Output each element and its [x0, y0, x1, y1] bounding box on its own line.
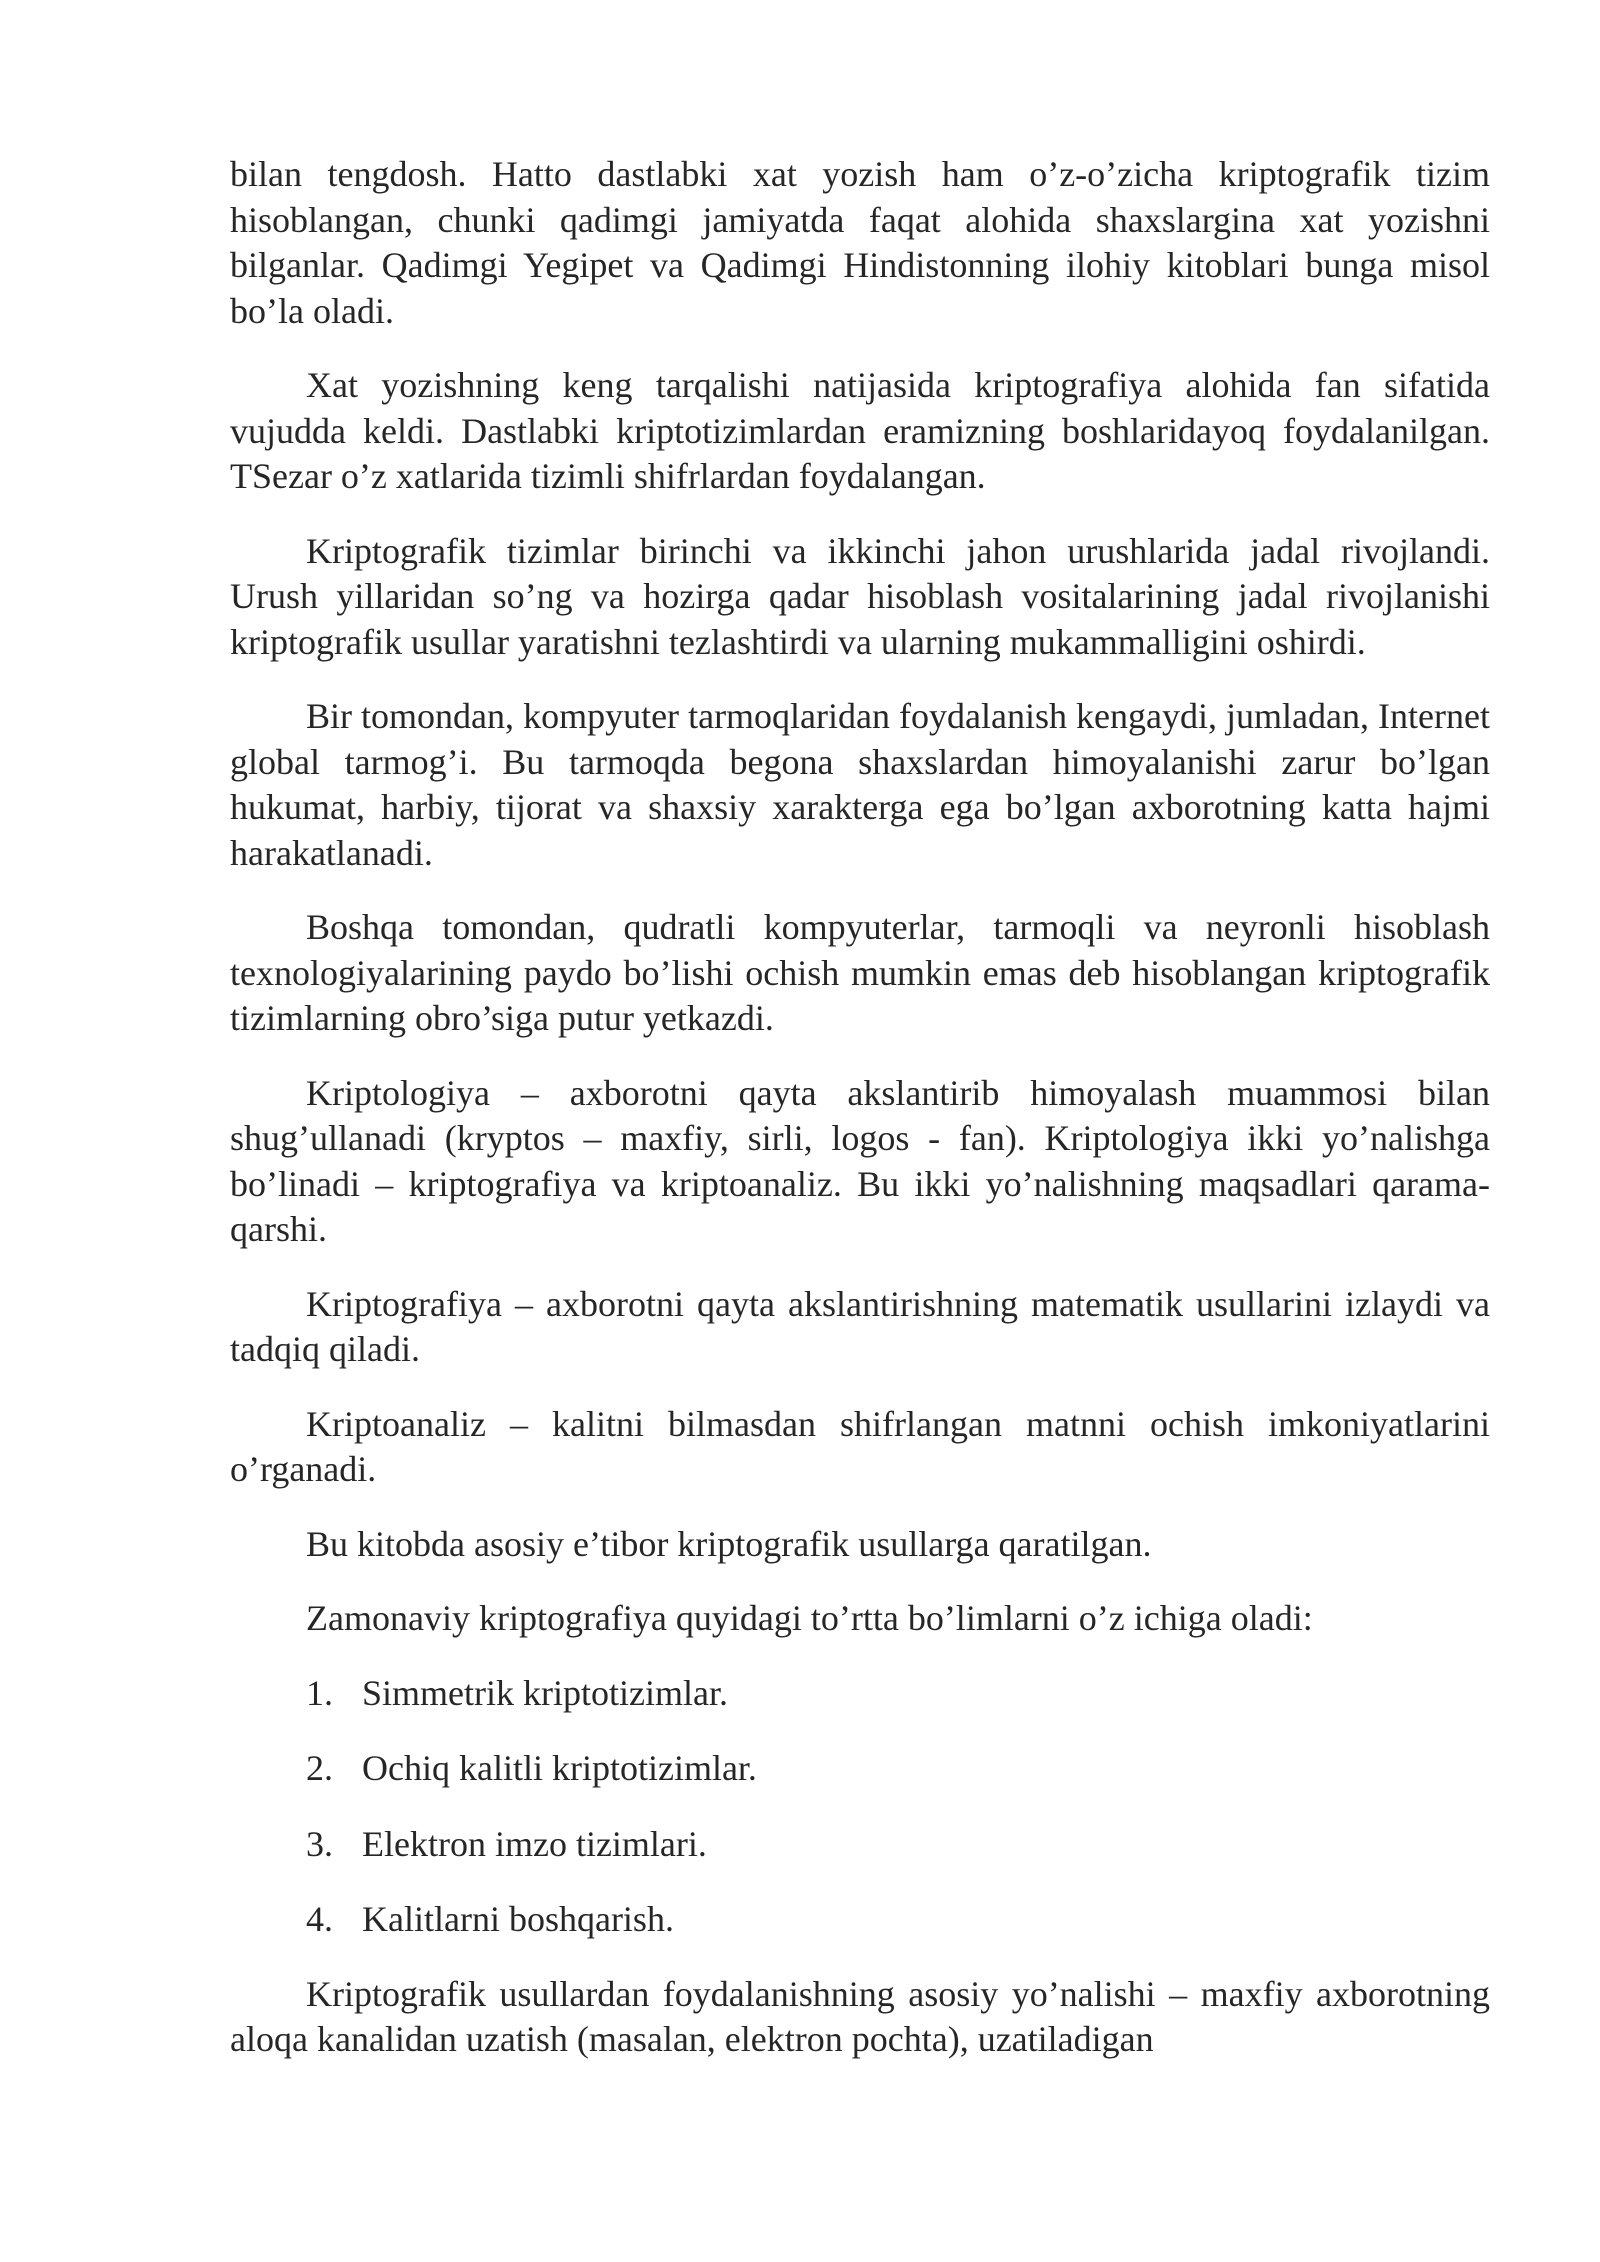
paragraph: Bir tomondan, kompyuter tarmoqlaridan foydalanish kengaydi, jumladan, Internet global tarmog’i. Bu tarmoqda begona shaxslardan himoyalanishi zarur bo’lgan hukumat, harbiy, tijorat va shaxsiy xarakterga ega bo’lgan axborotning katta hajmi harakatlanadi.: [230, 696, 1490, 873]
paragraph: Boshqa tomondan, qudratli kompyuterlar, tarmoqli va neyronli hisoblash texnologiyalarining paydo bo’lishi ochish mumkin emas deb hisoblangan kriptografik tizimlarning obro’siga putur yetkazdi.: [230, 907, 1490, 1038]
list-item-number: 4.: [306, 1899, 333, 1939]
paragraph-kriptografiya: Kriptografiya – axborotni qayta akslantirishning matematik usullarini izlaydi va tadqiq qiladi.: [230, 1283, 1490, 1369]
paragraph: Bu kitobda asosiy e’tibor kriptografik usullarga qaratilgan.: [306, 1523, 1152, 1564]
list-item-text: Simmetrik kriptotizimlar.: [362, 1672, 728, 1713]
list-item-number: 2.: [306, 1748, 333, 1788]
paragraph-continuation: bilan tengdosh. Hatto dastlabki xat yozish ham o’z-o’zicha kriptografik tizim hisoblangan, chunki qadimgi jamiyatda faqat alohida shaxslargina xat yozishni bilganlar. Qadimgi Yegipet va Qadimgi Hindistonning ilohiy kitoblari bunga misol bo’la oladi.: [230, 154, 1490, 331]
document-page: [230, 152, 1490, 2092]
numbered-list: [230, 1671, 1490, 1943]
paragraph: Kriptografik tizimlar birinchi va ikkinchi jahon urushlarida jadal rivojlandi. Urush yillaridan so’ng va hozirga qadar hisoblash vositalarining jadal rivojlanishi kriptografik usullar yaratishni tezlashtirdi va ularning mukammalligini oshirdi.: [230, 530, 1490, 662]
list-item: [230, 1822, 1490, 1868]
list-item-number: 1.: [306, 1672, 333, 1713]
list-item: [230, 1746, 1490, 1792]
paragraph-kriptoanaliz: Kriptoanaliz – kalitni bilmasdan shifrlangan matnni ochish imkoniyatlarini o’rganadi.: [230, 1403, 1490, 1489]
paragraph-list-intro: Zamonaviy kriptografiya quyidagi to’rtta bo’limlarni o’z ichiga oladi:: [306, 1598, 1313, 1638]
paragraph-trailing: Kriptografik usullardan foydalanishning asosiy yo’nalishi – maxfiy axborotning aloqa kanalidan uzatish (masalan, elektron pochta), uzatiladigan: [230, 1973, 1490, 2059]
list-item-text: Ochiq kalitli kriptotizimlar.: [362, 1748, 757, 1788]
list-item-text: Kalitlarni boshqarish.: [362, 1899, 674, 1939]
list-item: [230, 1671, 1490, 1717]
list-item: [230, 1897, 1490, 1943]
paragraph-kriptologiya: Kriptologiya – axborotni qayta akslantirib himoyalash muammosi bilan shug’ullanadi (kryptos – maxfiy, sirli, logos - fan). Kriptologiya ikki yo’nalishga bo’linadi – kriptografiya va kriptoanaliz. Bu ikki yo’nalishning maqsadlari qarama-qarshi.: [230, 1072, 1490, 1249]
paragraph: Xat yozishning keng tarqalishi natijasida kriptografiya alohida fan sifatida vujudda keldi. Dastlabki kriptotizimlardan eramizning boshlaridayoq foydalanilgan. TSezar o’z xatlarida tizimli shifrlardan foydalangan.: [230, 365, 1490, 496]
list-item-number: 3.: [306, 1823, 333, 1864]
list-item-text: Elektron imzo tizimlari.: [362, 1823, 707, 1864]
